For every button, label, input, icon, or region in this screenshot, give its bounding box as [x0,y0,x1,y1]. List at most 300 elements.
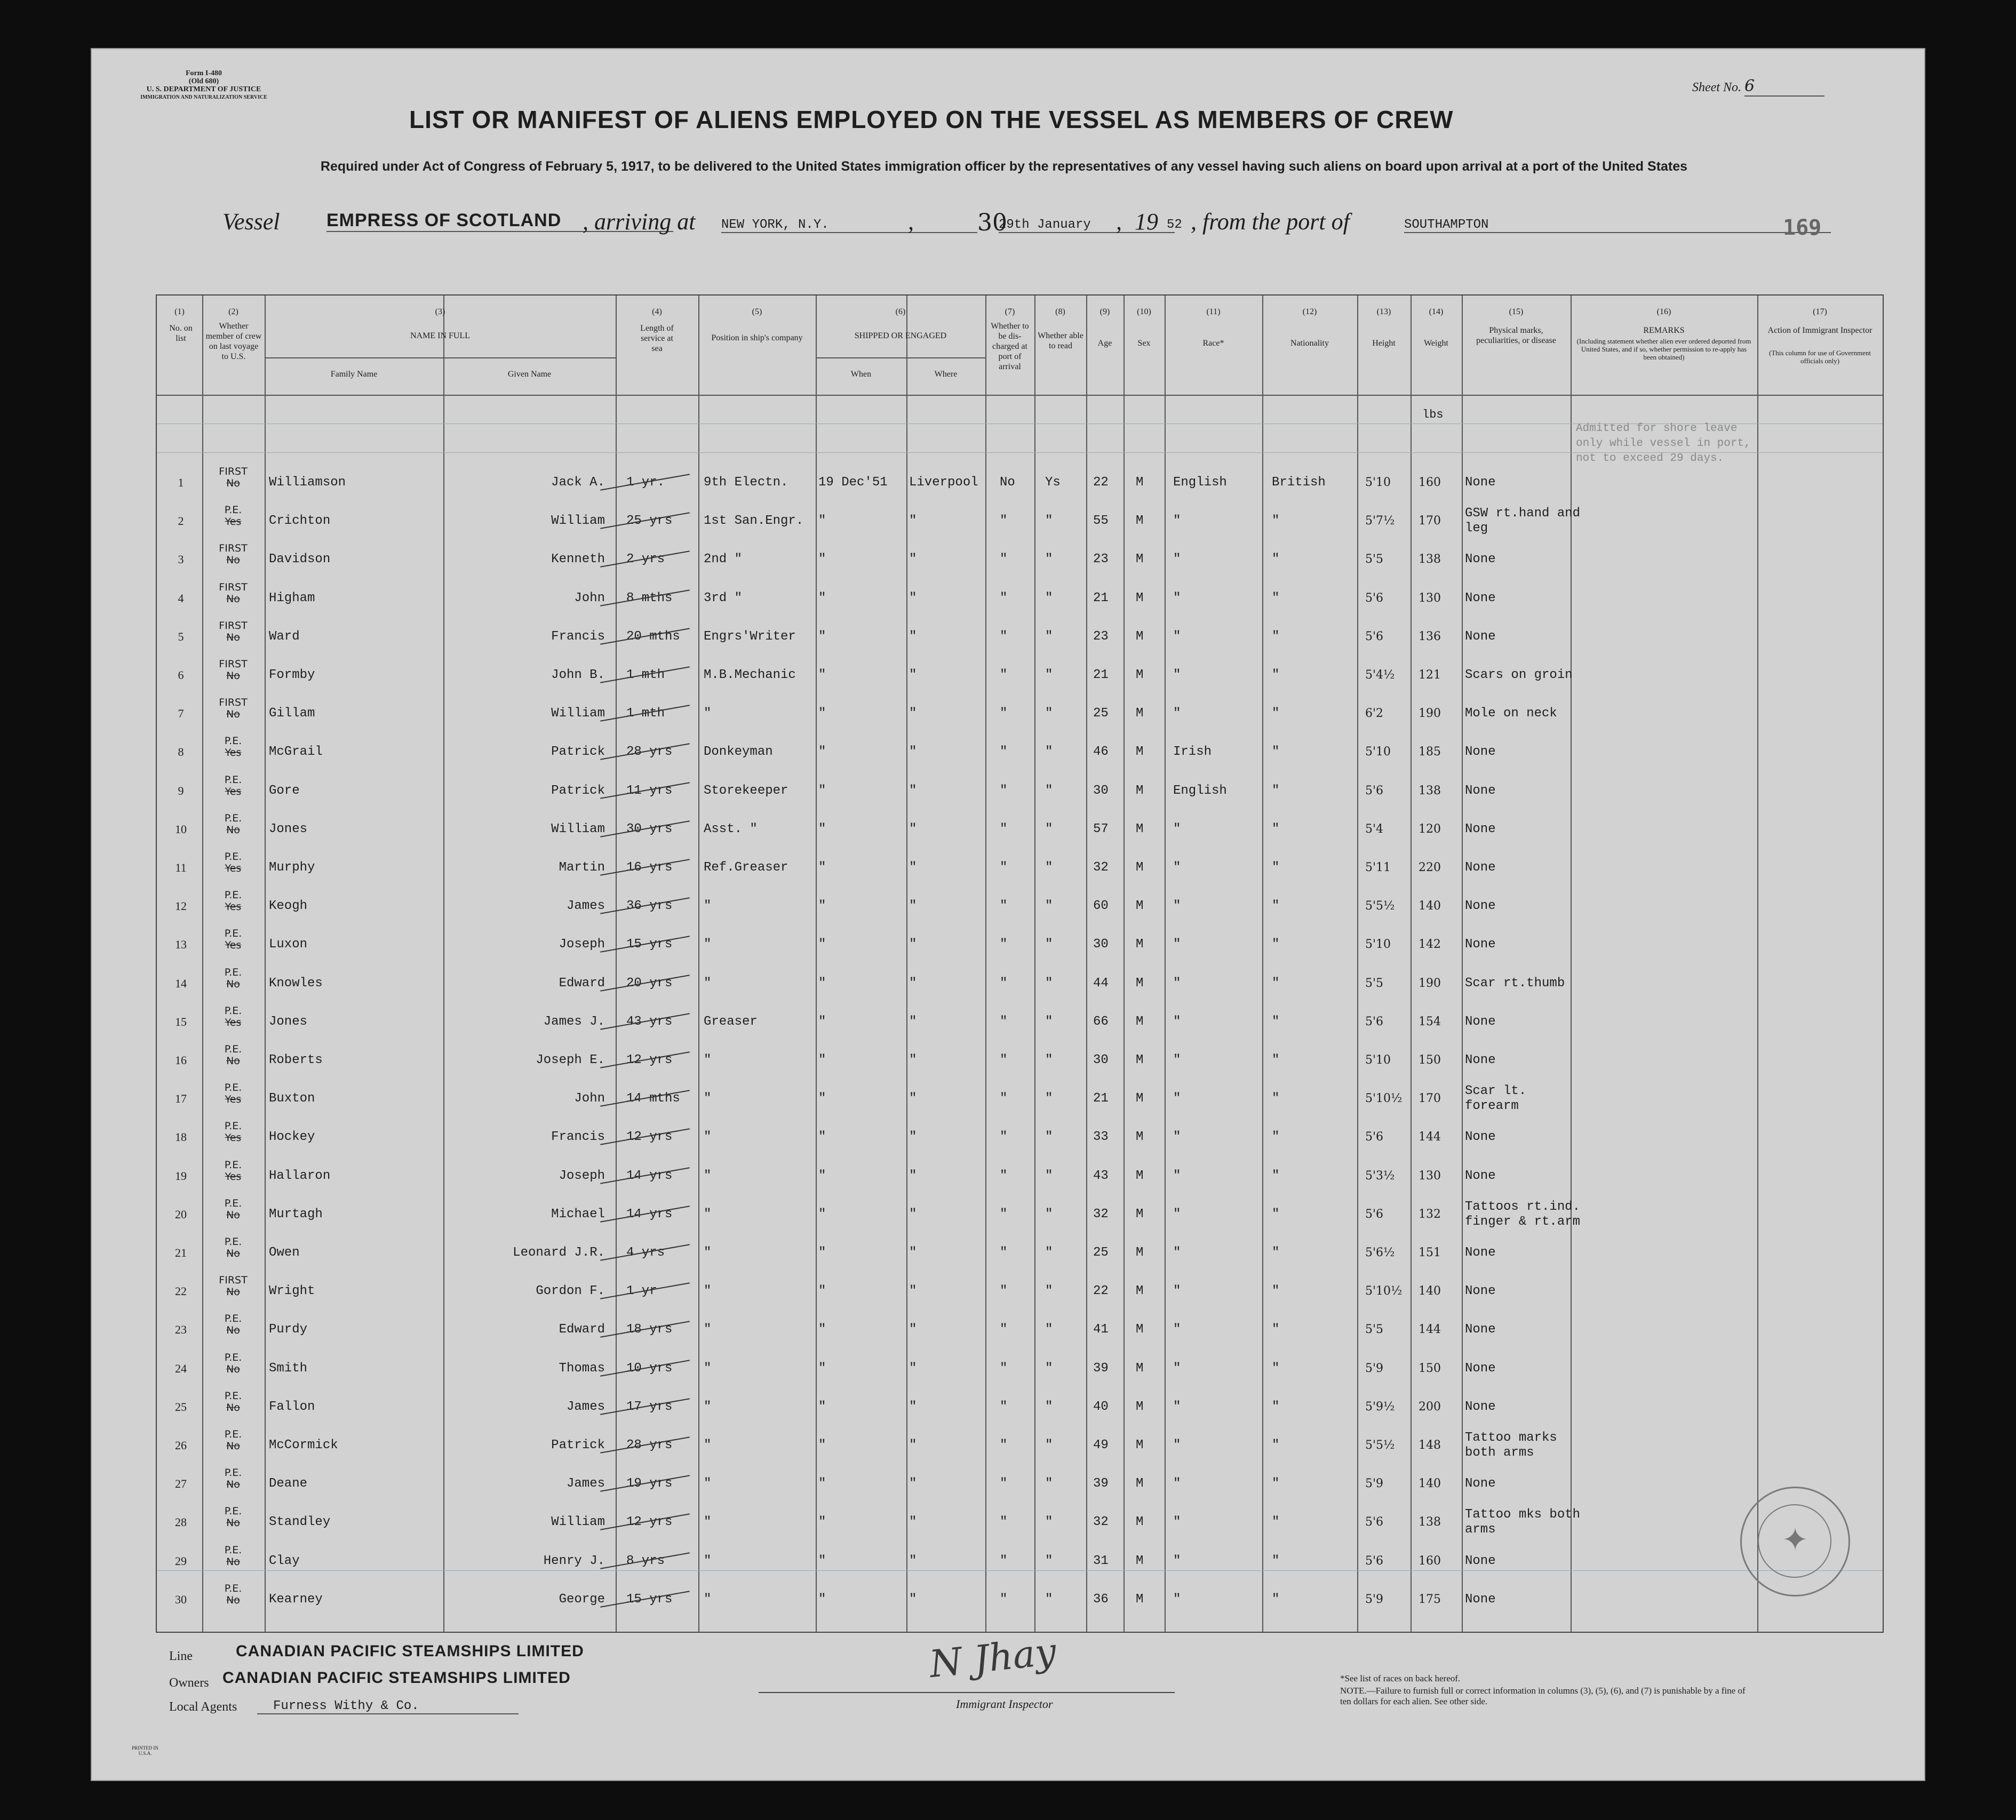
position-cell: Engrs'Writer [704,629,796,644]
physical-marks-cell: None [1465,552,1496,567]
colhdr-nationality: Nationality [1290,339,1329,348]
family-name-cell: Purdy [269,1322,308,1337]
discharged-cell: " [1000,1284,1008,1299]
weight-cell: 148 [1419,1439,1441,1452]
year-comma: , [1116,209,1122,235]
given-name-cell: James [566,899,605,914]
family-name-cell: Roberts [269,1053,323,1067]
family-name-cell: Murtagh [269,1207,323,1222]
colnum-12: (12) [1302,307,1317,316]
shipped-where-cell: " [909,1592,917,1607]
weight-cell: 144 [1419,1323,1441,1337]
height-cell: 5'6 [1365,1207,1384,1221]
given-name-cell: Edward [559,1322,605,1337]
weight-cell: 200 [1419,1400,1441,1414]
height-cell: 5'6 [1365,591,1384,605]
sex-cell: M [1136,1053,1144,1067]
table-row [157,735,1883,777]
table-row [157,851,1883,892]
race-cell: " [1173,1014,1181,1029]
weight-cell: 144 [1419,1130,1441,1144]
prev-voyage-corrected: P.E. [224,1428,242,1440]
nationality-cell: " [1272,552,1280,567]
table-row [157,812,1883,854]
sex-cell: M [1136,1014,1144,1029]
discharged-cell: " [1000,590,1008,605]
discharged-cell: " [1000,1091,1008,1106]
weight-cell: 130 [1419,1169,1441,1183]
given-name-cell: William [551,514,605,529]
given-name-cell: Francis [551,1130,605,1145]
year-prefix: 19 [1135,209,1158,235]
discharged-cell: " [1000,976,1008,991]
weight-cell: 140 [1419,1284,1441,1298]
service-length-cell: 25 yrs [626,514,673,529]
race-cell: " [1173,1592,1181,1607]
sex-cell: M [1136,1246,1144,1260]
given-name-cell: James [566,1399,605,1414]
position-cell: " [704,1091,712,1106]
position-cell: " [704,1246,712,1260]
prev-voyage-corrected: P.E. [224,1582,242,1594]
prev-voyage-struck: No [226,1517,240,1529]
shipped-where-cell: " [909,552,917,567]
height-cell: 5'10½ [1365,1092,1403,1106]
position-cell: 3rd " [704,590,743,605]
position-cell: " [704,1438,712,1452]
prev-voyage-corrected: P.E. [224,1236,242,1248]
shipped-where-cell: " [909,745,917,760]
height-cell: 5'6 [1365,1554,1384,1568]
discharged-cell: " [1000,706,1008,721]
able-to-read-cell: " [1045,1592,1053,1607]
inspector-label: Immigrant Inspector [956,1697,1053,1711]
position-cell: 1st San.Engr. [704,514,804,529]
family-name-cell: Kearney [269,1592,323,1607]
sex-cell: M [1136,1284,1144,1299]
prev-voyage-cell [209,812,257,836]
service-length-cell: 8 yrs [626,1553,665,1568]
row-number-cell: 7 [178,707,184,721]
row-number-cell: 21 [175,1246,187,1259]
age-cell: 40 [1093,1399,1109,1414]
given-name-cell: Martin [559,860,605,875]
line-value: CANADIAN PACIFIC STEAMSHIPS LIMITED [236,1642,584,1660]
row-number-cell: 8 [178,745,184,759]
shipped-when-cell: " [818,860,826,875]
physical-marks-cell: None [1465,1053,1496,1067]
table-row [157,1505,1883,1547]
shipped-where-cell: " [909,590,917,605]
prev-voyage-corrected: P.E. [224,1390,242,1402]
colhdr-service: Length of service at sea [640,324,674,353]
nationality-cell: " [1272,1091,1280,1106]
shipped-where-cell: " [909,668,917,682]
sheet-number-value: 6 [1744,77,1824,97]
age-cell: 23 [1093,629,1109,644]
service-length-cell: 10 yrs [626,1361,673,1376]
shipped-when-cell: " [818,1053,826,1067]
race-cell: " [1173,1553,1181,1568]
prev-voyage-cell [209,1390,257,1414]
physical-marks-cell: None [1465,1130,1496,1145]
given-name-cell: John B. [551,668,605,682]
physical-marks-cell: Scar lt. forearm [1465,1084,1527,1114]
weight-cell: 150 [1419,1053,1441,1067]
sex-cell: M [1136,899,1144,914]
service-length-cell: 1 yr. [626,475,665,490]
prev-voyage-cell [209,1005,257,1028]
height-cell: 5'10 [1365,745,1391,759]
position-cell: " [704,1592,712,1607]
prev-voyage-struck: No [226,1324,240,1337]
discharged-cell: " [1000,1168,1008,1183]
family-name-cell: Buxton [269,1091,315,1106]
table-row [157,1351,1883,1393]
position-cell: " [704,1053,712,1067]
age-cell: 30 [1093,1053,1109,1067]
height-cell: 5'9 [1365,1361,1384,1375]
weight-cell: 142 [1419,938,1441,952]
prev-voyage-struck: No [226,1594,240,1606]
age-cell: 22 [1093,1284,1109,1299]
given-name-cell: William [551,706,605,721]
prev-voyage-cell [209,1505,257,1529]
able-to-read-cell: " [1045,552,1053,567]
prev-voyage-cell [209,504,257,528]
physical-marks-cell: None [1465,1014,1496,1029]
prev-voyage-corrected: P.E. [224,889,242,901]
row-number-cell: 6 [178,668,184,682]
physical-marks-cell: None [1465,1322,1496,1337]
prev-voyage-corrected: P.E. [224,1197,242,1209]
table-row [157,542,1883,584]
row-number-cell: 15 [175,1015,187,1028]
given-name-cell: Michael [551,1207,605,1222]
row-number-cell: 20 [175,1207,187,1221]
age-cell: 32 [1093,1515,1109,1530]
colnum-13: (13) [1376,307,1391,316]
race-cell: " [1173,1515,1181,1530]
able-to-read-cell: " [1045,1284,1053,1299]
shipped-where-cell: " [909,1476,917,1491]
height-cell: 5'4 [1365,822,1384,836]
age-cell: 39 [1093,1361,1109,1376]
shipped-where-cell: " [909,1091,917,1106]
age-cell: 30 [1093,783,1109,798]
table-row [157,928,1883,969]
service-length-cell: 8 mths [626,590,673,605]
able-to-read-cell: " [1045,1322,1053,1337]
discharged-cell: " [1000,899,1008,914]
position-cell: " [704,937,712,952]
family-name-cell: Gillam [269,706,315,721]
vessel-label: Vessel [222,209,280,235]
family-name-cell: Gore [269,783,300,798]
family-name-cell: Davidson [269,552,331,567]
row-number-cell: 30 [175,1592,187,1606]
sex-cell: M [1136,1207,1144,1222]
family-name-cell: Hockey [269,1130,315,1145]
colnum-3: (3) [435,307,445,316]
physical-marks-cell: None [1465,1399,1496,1414]
colnum-6: (6) [895,307,906,316]
weight-cell: 130 [1419,591,1441,605]
family-name-cell: Knowles [269,976,323,991]
weight-cell: 132 [1419,1207,1441,1221]
nationality-cell: " [1272,1515,1280,1530]
given-name-cell: Joseph [559,1168,605,1183]
colhdr-shipped-where: Where [934,370,958,379]
table-row [157,889,1883,931]
shipped-where-cell: " [909,1246,917,1260]
colhdr-family-name: Family Name [330,370,378,379]
prev-voyage-struck: No [226,1286,240,1298]
race-cell: " [1173,1130,1181,1145]
shipped-where-cell: " [909,1168,917,1183]
weight-cell: 121 [1419,668,1441,682]
row-number-cell: 26 [175,1439,187,1452]
weight-cell: 136 [1419,629,1441,643]
discharged-cell: No [1000,475,1015,490]
race-cell: " [1173,1322,1181,1337]
prev-voyage-cell [209,542,257,566]
given-name-cell: James [566,1476,605,1491]
discharged-cell: " [1000,1515,1008,1530]
service-length-cell: 28 yrs [626,745,673,760]
prev-voyage-struck: Yes [225,863,242,874]
sex-cell: M [1136,1515,1144,1530]
shipped-when-cell: " [818,706,826,721]
nationality-cell: " [1272,1246,1280,1260]
table-row [157,1390,1883,1432]
prev-voyage-corrected: FIRST [219,1274,248,1287]
table-row [157,581,1883,623]
age-cell: 32 [1093,1207,1109,1222]
colhdr-no: No. on list [169,324,193,343]
shipped-when-cell: 19 Dec'51 [818,475,888,490]
sex-cell: M [1136,514,1144,529]
sex-cell: M [1136,1476,1144,1491]
physical-marks-cell: None [1465,1553,1496,1568]
physical-marks-cell: None [1465,1284,1496,1299]
position-cell: Ref.Greaser [704,860,788,875]
colnum-7: (7) [1005,307,1015,316]
row-number-cell: 19 [175,1169,187,1183]
prev-voyage-corrected: P.E. [224,504,242,516]
prev-voyage-cell [209,1274,257,1298]
prev-voyage-corrected: P.E. [224,1120,242,1132]
family-name-cell: Deane [269,1476,308,1491]
physical-marks-cell: Scar rt.thumb [1465,976,1565,991]
able-to-read-cell: " [1045,1053,1053,1067]
colhdr-name: NAME IN FULL [410,331,470,340]
shipped-where-cell: " [909,1515,917,1530]
table-row [157,658,1883,700]
colhdr-action: Action of Immigrant Inspector [1767,326,1872,335]
race-cell: " [1173,1207,1181,1222]
family-name-cell: Jones [269,821,308,836]
able-to-read-cell: " [1045,1515,1053,1530]
table-row [157,1274,1883,1316]
able-to-read-cell: " [1045,706,1053,721]
prev-voyage-corrected: FIRST [219,658,248,670]
sex-cell: M [1136,783,1144,798]
race-cell: " [1173,514,1181,529]
family-name-cell: McCormick [269,1438,338,1452]
shipped-where-cell: " [909,514,917,529]
height-cell: 5'5½ [1365,1439,1395,1452]
sheet-number-label: Sheet No. [1692,81,1741,94]
colnum-10: (10) [1137,307,1151,316]
age-cell: 55 [1093,514,1109,529]
colnum-17: (17) [1813,307,1827,316]
shipped-when-cell: " [818,1168,826,1183]
prev-voyage-struck: No [226,708,240,721]
race-cell: " [1173,668,1181,682]
prev-voyage-corrected: P.E. [224,735,242,747]
eagle-icon: ✦ [1781,1522,1809,1558]
weight-cell: 170 [1419,514,1441,528]
able-to-read-cell: " [1045,976,1053,991]
form-number: Form I-480 [185,69,222,77]
service-length-cell: 30 yrs [626,821,673,836]
position-cell: " [704,706,712,721]
age-cell: 32 [1093,860,1109,875]
physical-marks-cell: None [1465,937,1496,952]
family-name-cell: McGrail [269,745,323,760]
position-cell: 2nd " [704,552,743,567]
prev-voyage-struck: No [226,1363,240,1375]
prev-voyage-cell [209,889,257,913]
prev-voyage-cell [209,1583,257,1606]
row-number-cell: 17 [175,1092,187,1106]
discharged-cell: " [1000,1476,1008,1491]
form-department: U. S. DEPARTMENT OF JUSTICE [146,85,261,93]
family-name-cell: Smith [269,1361,308,1376]
prev-voyage-corrected: P.E. [224,1082,242,1094]
crew-table [156,294,1884,1633]
service-length-cell: 36 yrs [626,899,673,914]
shipped-where-cell: " [909,629,917,644]
race-cell: " [1173,590,1181,605]
physical-marks-cell: Scars on groin [1465,668,1573,682]
prev-voyage-struck: No [226,631,240,643]
family-name-cell: Wright [269,1284,315,1299]
prev-voyage-cell [209,658,257,682]
position-cell: " [704,1207,712,1222]
age-cell: 31 [1093,1553,1109,1568]
nationality-cell: " [1272,1053,1280,1067]
able-to-read-cell: " [1045,1091,1053,1106]
sex-cell: M [1136,1091,1144,1106]
row-number-cell: 10 [175,822,187,836]
nationality-cell: " [1272,1438,1280,1452]
nationality-cell: British [1272,475,1326,490]
prev-voyage-corrected: P.E. [224,812,242,824]
row-number-cell: 22 [175,1284,187,1298]
family-name-cell: Jones [269,1014,308,1029]
sex-cell: M [1136,1553,1144,1568]
row-number-cell: 5 [178,629,184,643]
prev-voyage-struck: Yes [225,939,242,952]
table-row [157,1428,1883,1470]
age-cell: 21 [1093,590,1109,605]
physical-marks-cell: Tattoos rt.ind. finger & rt.arm [1465,1199,1581,1229]
age-cell: 49 [1093,1438,1109,1452]
discharged-cell: " [1000,1438,1008,1452]
table-row [157,1082,1883,1123]
prev-voyage-struck: No [226,1440,240,1452]
able-to-read-cell: " [1045,590,1053,605]
owners-value: CANADIAN PACIFIC STEAMSHIPS LIMITED [222,1669,571,1687]
shipped-where-cell: " [909,937,917,952]
colhdr-shipped: SHIPPED OR ENGAGED [854,331,947,340]
discharged-cell: " [1000,745,1008,760]
physical-marks-cell: Mole on neck [1465,706,1557,721]
row-number-cell: 13 [175,938,187,952]
position-cell: Greaser [704,1014,758,1029]
prev-voyage-corrected: FIRST [219,619,248,632]
shipped-when-cell: " [818,1014,826,1029]
prev-voyage-struck: No [226,1248,240,1259]
sex-cell: M [1136,976,1144,991]
weight-unit: lbs [1422,408,1444,421]
service-length-cell: 17 yrs [626,1399,673,1414]
given-name-cell: William [551,1515,605,1530]
sex-cell: M [1136,1130,1144,1145]
colhdr-weight: Weight [1424,339,1448,348]
discharged-cell: " [1000,1322,1008,1337]
shipped-where-cell: " [909,1553,917,1568]
height-cell: 5'3½ [1365,1169,1395,1183]
race-cell: " [1173,1476,1181,1491]
position-cell: Storekeeper [704,783,788,798]
table-row [157,966,1883,1008]
remark-shore-leave: Admitted for shore leave only while vessel in port, not to exceed 29 days. [1576,422,1751,465]
position-cell: " [704,1130,712,1145]
colnum-15: (15) [1509,307,1524,316]
prev-voyage-struck: No [226,670,240,682]
prev-voyage-cell [209,1120,257,1144]
colhdr-remarks-note: (Including statement whether alien ever ordered deported from United States, and if so, whether permission to re-apply has been obtained) [1576,337,1751,361]
weight-cell: 154 [1419,1015,1441,1028]
shipped-when-cell: " [818,1091,826,1106]
shipped-when-cell: " [818,1130,826,1145]
prev-voyage-struck: Yes [225,1132,242,1144]
prev-voyage-struck: No [226,1479,240,1491]
colnum-2: (2) [228,307,238,316]
physical-marks-cell: None [1465,1476,1496,1491]
able-to-read-cell: " [1045,1553,1053,1568]
able-to-read-cell: " [1045,514,1053,529]
nationality-cell: " [1272,976,1280,991]
weight-cell: 151 [1419,1246,1441,1259]
discharged-cell: " [1000,860,1008,875]
family-name-cell: Fallon [269,1399,315,1414]
shipped-when-cell: " [818,899,826,914]
shipped-where-cell: " [909,706,917,721]
fine-note: NOTE.—Failure to furnish full or correct information in columns (3), (5), (6), and (7) is punishable by a fine of ten dollars for each alien. See other side. [1340,1686,1746,1706]
prev-voyage-cell [209,1352,257,1375]
line-label: Line [169,1649,193,1663]
weight-cell: 138 [1419,553,1441,566]
prev-voyage-corrected: FIRST [219,697,248,709]
colhdr-discharged: Whether to be dis-charged at port of arrival [991,322,1029,371]
prev-voyage-corrected: FIRST [219,542,248,555]
height-cell: 5'6 [1365,784,1384,797]
physical-marks-cell: None [1465,745,1496,760]
